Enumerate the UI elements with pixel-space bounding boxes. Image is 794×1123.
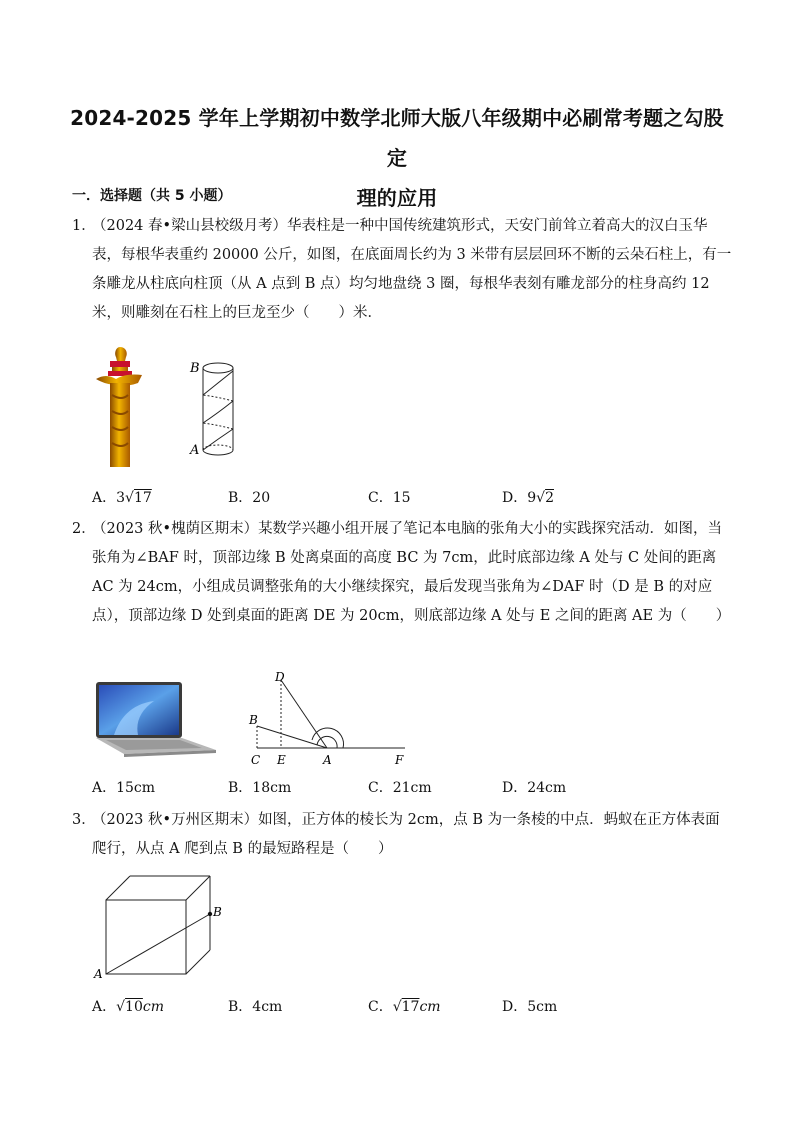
label-A: A bbox=[94, 967, 103, 980]
huabiao-photo bbox=[92, 345, 150, 470]
option-b[interactable]: B．18cm bbox=[228, 780, 292, 796]
question-1-number: 1． bbox=[72, 218, 96, 234]
option-a[interactable]: A．3√17 bbox=[92, 490, 152, 506]
question-2-text: （2023 秋•槐荫区期末）某数学兴趣小组开展了笔记本电脑的张角大小的实践探究活动．如图，当张角为∠BAF 时，顶部边缘 B 处离桌面的高度 BC 为 7cm，此时底部边缘 A 处与 C 处间的距离 AC 为 24cm，小组成员调整张角的大小继续探究，最后发现当张角为∠DAF 时（D 是 B 的对应点），顶部边缘 D 处到桌面的距离 DE 为 20cm，则底部边缘 A 处与 E 之间的距离 AE 为（ ） bbox=[92, 521, 731, 624]
sqrt-icon: √ bbox=[536, 490, 546, 506]
label-E: E bbox=[277, 753, 286, 767]
option-c[interactable]: C．√17cm bbox=[368, 999, 441, 1015]
label-D: D bbox=[275, 670, 285, 684]
question-2 bbox=[72, 515, 732, 631]
label-C: C bbox=[251, 753, 261, 767]
question-2-number: 2． bbox=[72, 521, 96, 537]
cylinder-diagram bbox=[185, 355, 235, 465]
label-B: B bbox=[213, 905, 222, 919]
question-3-number: 3． bbox=[72, 812, 96, 828]
question-3 bbox=[72, 806, 732, 864]
option-b[interactable]: B．4cm bbox=[228, 999, 283, 1015]
sqrt-icon: √ bbox=[125, 490, 134, 506]
label-B: B bbox=[249, 713, 258, 727]
section-heading: 一．选择题（共 5 小题） bbox=[72, 188, 232, 204]
cube-diagram bbox=[92, 868, 227, 980]
angle-diagram bbox=[245, 668, 415, 768]
option-c[interactable]: C．21cm bbox=[368, 780, 432, 796]
sqrt-icon: √ bbox=[392, 999, 402, 1015]
title-line-2: 理的应用 bbox=[356, 186, 438, 210]
option-a[interactable]: A．√10cm bbox=[92, 999, 164, 1015]
option-d[interactable]: D．24cm bbox=[502, 780, 567, 796]
option-d[interactable]: D．9√2 bbox=[502, 490, 554, 506]
laptop-photo bbox=[94, 680, 218, 760]
label-A: A bbox=[323, 753, 332, 767]
option-b[interactable]: B．20 bbox=[228, 490, 271, 506]
question-1 bbox=[72, 212, 732, 328]
option-c[interactable]: C．15 bbox=[368, 490, 411, 506]
question-3-text: （2023 秋•万州区期末）如图，正方体的棱长为 2cm，点 B 为一条棱的中点．蚂蚁在正方体表面爬行，从点 A 爬到点 B 的最短路程是（ ） bbox=[92, 812, 720, 857]
question-1-text: （2024 春•梁山县校级月考）华表柱是一种中国传统建筑形式，天安门前耸立着高大的汉白玉华表，每根华表重约 20000 公斤，如图，在底面周长约为 3 米带有层层回环不断的云朵石柱上，有一条雕龙从柱底向柱顶（从 A 点到 B 点）均匀地盘绕 3 圈，每根华表刻有雕龙部分的柱身高约 12 米，则雕刻在石柱上的巨龙至少（ ）米． bbox=[92, 218, 732, 321]
title-line-1: 2024-2025 学年上学期初中数学北师大版八年级期中必刷常考题之勾股定 bbox=[70, 106, 724, 170]
label-F: F bbox=[395, 753, 404, 767]
sqrt-icon: √ bbox=[116, 999, 126, 1015]
option-a[interactable]: A．15cm bbox=[92, 780, 156, 796]
label-A: A bbox=[190, 443, 200, 458]
option-d[interactable]: D．5cm bbox=[502, 999, 558, 1015]
label-B: B bbox=[190, 361, 200, 376]
